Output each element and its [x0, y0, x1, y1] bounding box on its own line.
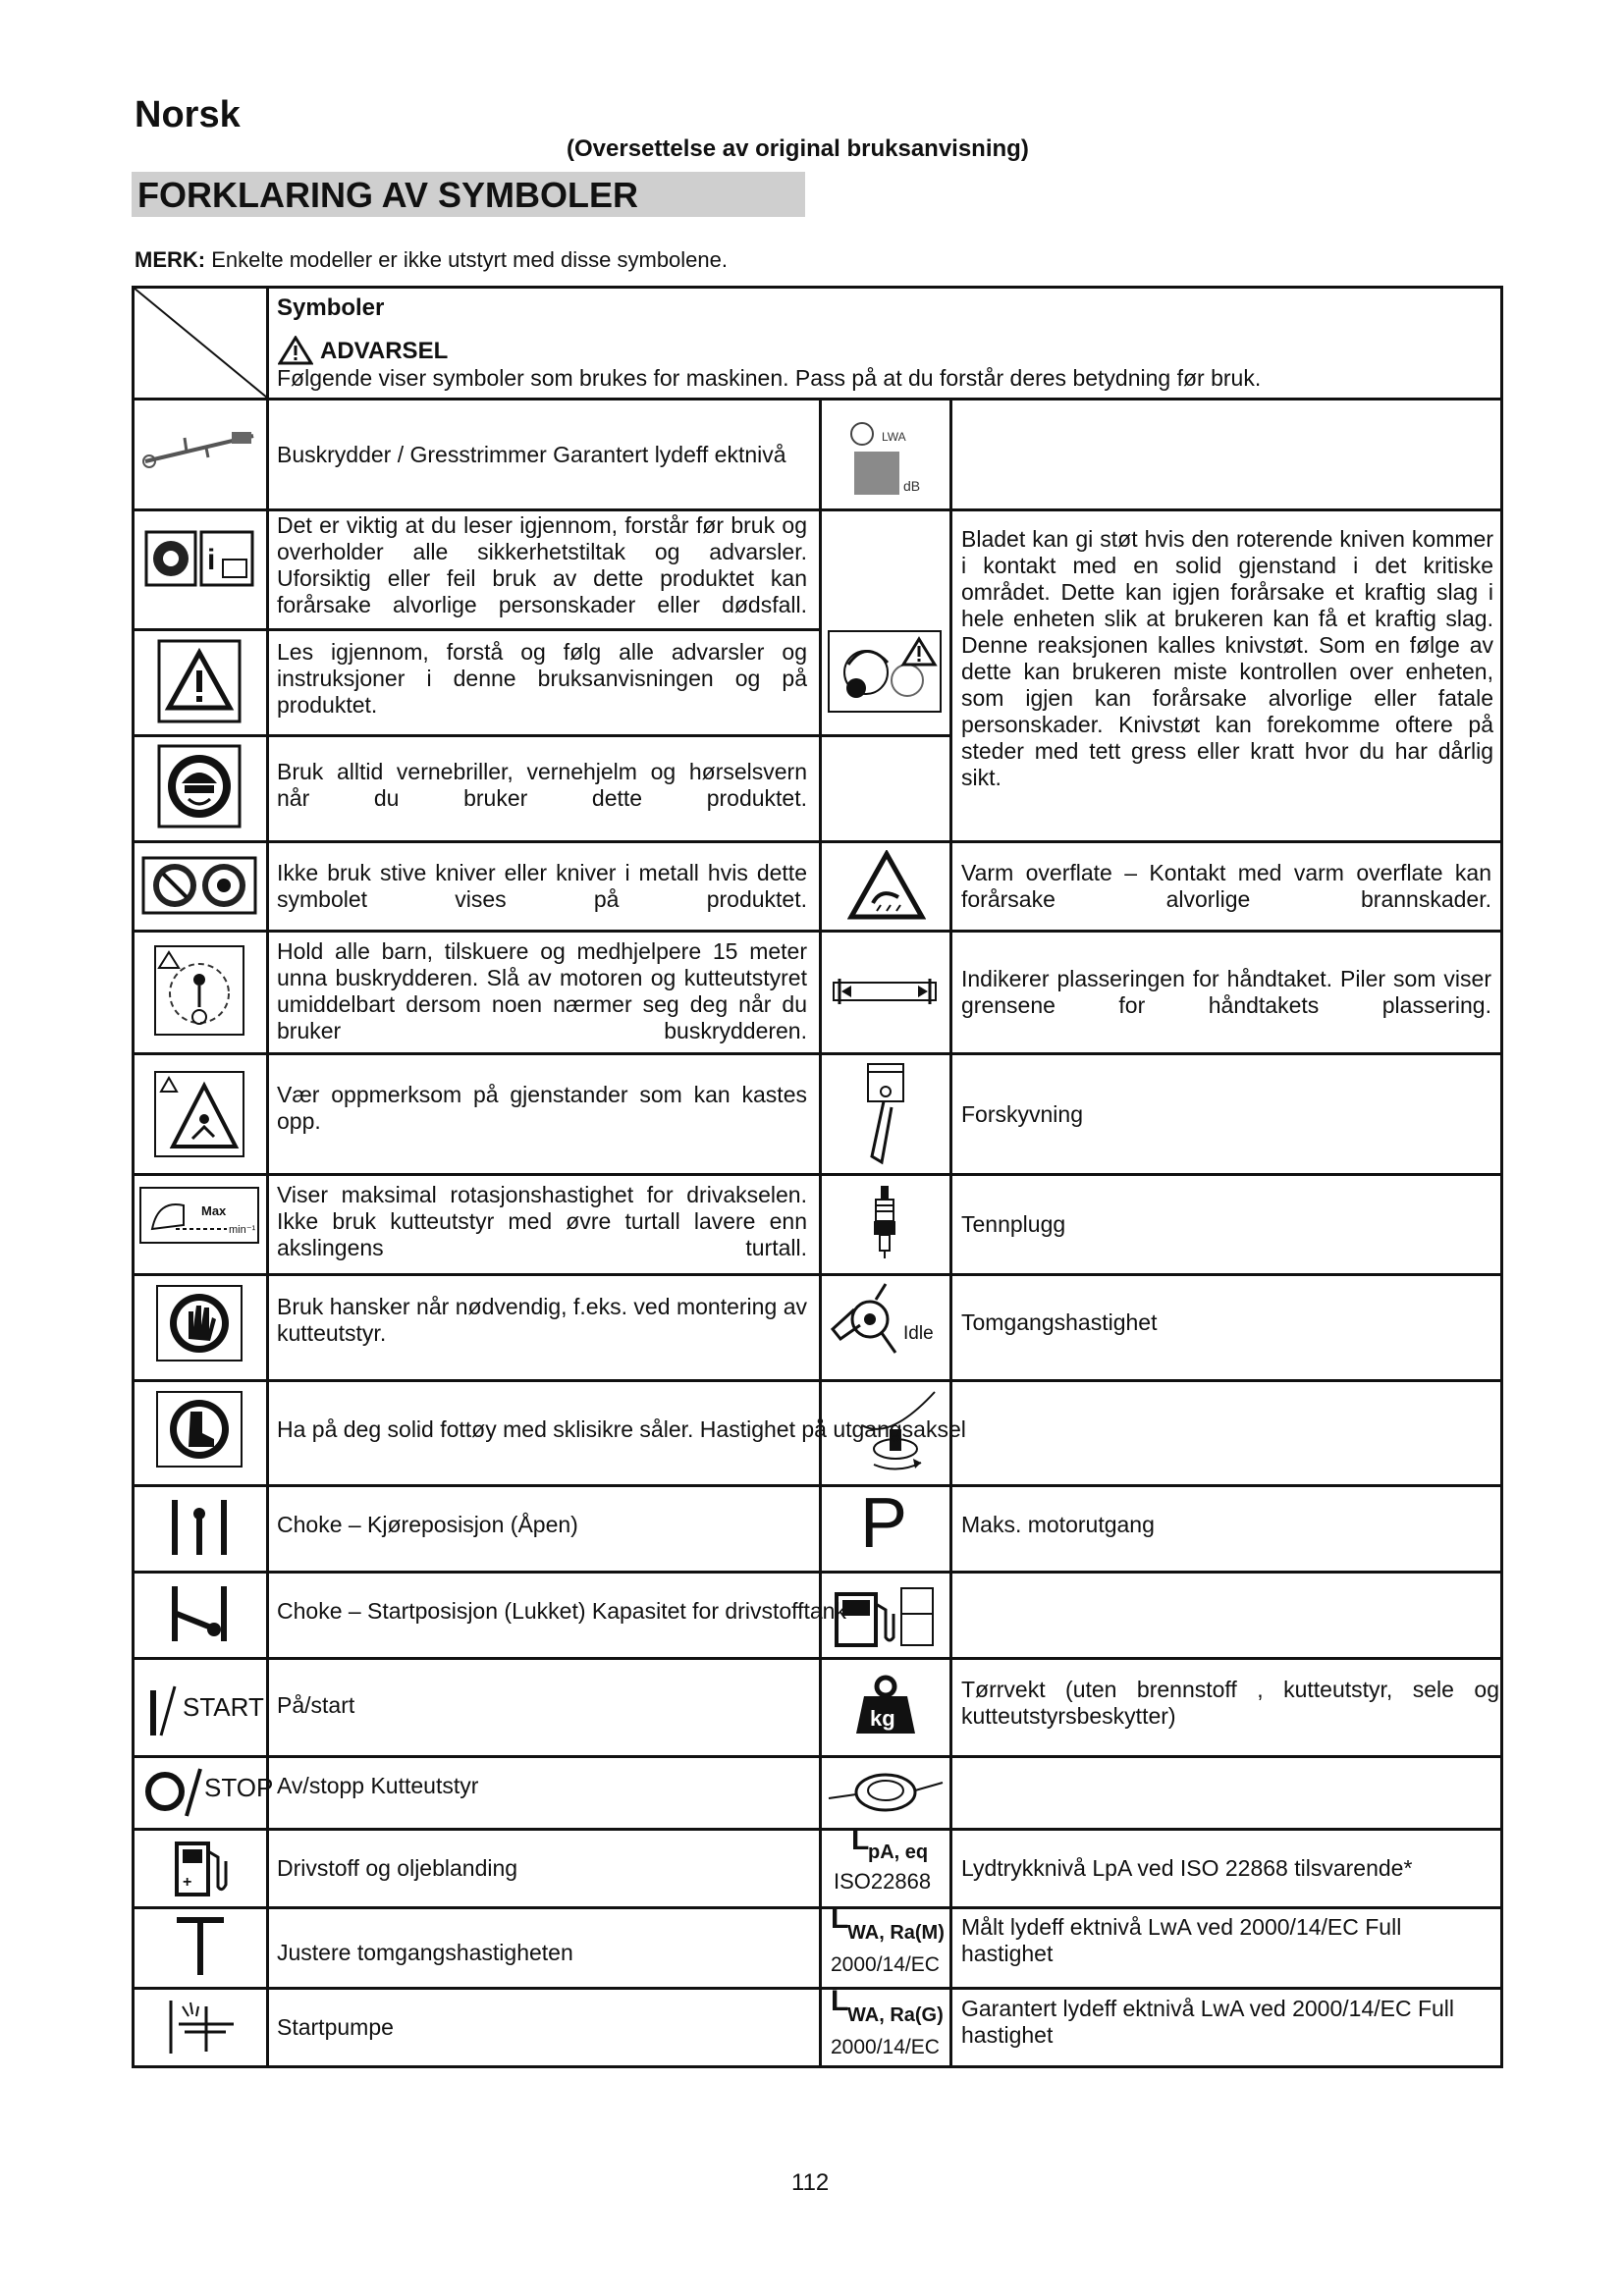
- read-instructions-warning-icon: [157, 639, 242, 723]
- language-heading: Norsk: [135, 94, 241, 135]
- lpa-symbol-l: L: [851, 1824, 870, 1856]
- svg-text:i: i: [207, 544, 216, 576]
- displacement-icon: [854, 1060, 917, 1168]
- note: [135, 247, 728, 273]
- note-text: Enkelte modeller er ikke utstyrt med disse symbolene.: [205, 247, 728, 272]
- brush-cutter-icon: [137, 422, 263, 481]
- row13-left-text: På/start: [277, 1692, 355, 1718]
- idle-label: Idle: [903, 1323, 934, 1344]
- row5-right-text: Varm overflate – Kontakt med varm overflate kan forårsake alvorlige brannskader.: [961, 860, 1491, 912]
- warning-label: ADVARSEL: [320, 338, 449, 364]
- row9-left-text: Bruk hansker når nødvendig, f.eks. ved montering av kutteutstyr.: [277, 1294, 807, 1346]
- kg-label: kg: [870, 1706, 895, 1731]
- row-line: [132, 1828, 1503, 1831]
- lwa-label: LWA: [882, 430, 906, 444]
- row-line: [132, 930, 1503, 933]
- lwa-g-symbol-sub: WA, Ra(G): [847, 2004, 944, 2026]
- row8-left-text: Viser maksimal rotasjonshastighet for drivakselen. Ikke bruk kutteutstyr med øvre turtall lavere enn akslingens turtall.: [277, 1182, 807, 1260]
- row15-left-text: Drivstoff og oljeblanding: [277, 1855, 518, 1881]
- read-manual-icon: [144, 530, 254, 587]
- row-line: [132, 1755, 1503, 1758]
- row11-left-text: Choke – Kjøreposisjon (Åpen): [277, 1512, 578, 1537]
- row12-left-text: Choke – Startposisjon (Lukket) Kapasitet for drivstofftank: [277, 1598, 846, 1624]
- sound-power-label-icon: [846, 416, 929, 501]
- start-label: START: [183, 1692, 264, 1722]
- row17-right-text: Garantert lydeff ektnivå LwA ved 2000/14/EC Full hastighet: [961, 1996, 1455, 2048]
- lwa-m-symbol-sub: WA, Ra(M): [847, 1922, 945, 1944]
- row2-left-text: Det er viktig at du leser igjennom, forstår før bruk og overholder alle sikkerhetstiltak og advarsler. Uforsiktig eller feil bruk av dette produktet kan forårsake alvorlige personskader eller dødsfall.: [277, 512, 807, 617]
- svg-text:+: +: [183, 1874, 192, 1891]
- choke-open-icon: [169, 1494, 230, 1561]
- row13-right-text: Tørrvekt (uten brennstoff , kutteutstyr, sele og kutteutstyrsbeskytter): [961, 1677, 1499, 1729]
- idle-speed-icon: [825, 1280, 947, 1361]
- row3-left-text: Les igjennom, forstå og følg alle advarsler og instruksjoner i denne bruksanvisningen og på produktet.: [277, 639, 807, 718]
- on-start-icon: [147, 1682, 177, 1737]
- row-line: [132, 398, 1503, 400]
- lwa-m-symbol-l: L: [831, 1902, 849, 1935]
- row14-left-text: Av/stopp Kutteutstyr: [277, 1773, 479, 1798]
- safety-boots-icon: [155, 1390, 244, 1468]
- row8-right-text: Tennplugg: [961, 1211, 1066, 1237]
- fuel-oil-mix-icon: [173, 1836, 228, 1898]
- section-title: FORKLARING AV SYMBOLER: [137, 175, 638, 215]
- row5-left-text: Ikke bruk stive kniver eller kniver i metall hvis dette symbolet vises på produktet.: [277, 860, 807, 912]
- row-line: [132, 1657, 1503, 1660]
- header-diagonal: [132, 286, 269, 400]
- row-line: [132, 1987, 1503, 1990]
- lwa-g-standard: 2000/14/EC: [831, 2036, 940, 2058]
- gloves-icon: [155, 1284, 244, 1362]
- table-head-title: Symboler: [277, 294, 385, 321]
- stop-label: STOP: [204, 1773, 274, 1802]
- lwa-g-symbol-l: L: [831, 1985, 849, 2017]
- max-label: Max: [201, 1203, 227, 1218]
- row-line: [132, 1173, 1503, 1176]
- row-line: [132, 1379, 1503, 1382]
- max-output-symbol: P: [860, 1484, 908, 1563]
- fuel-tank-capacity-icon: [833, 1584, 941, 1649]
- kickback-text: Bladet kan gi støt hvis den roterende kniven kommer i kontakt med en solid gjenstand i det kritiske området. Dette kan igjen forårsake et kraftig slag i hele enheten slik at brukeren kan få et kraftig slag. Denne reaksjonen kalles knivstøt. Som en følge av dette kan brukeren miste kontrollen over enheten, som igjen kan forårsake alvorlige eller fatale personskader. Knivstøt kan forekomme oftere på steder med tett gress eller kratt hvor du har dårlig sikt.: [961, 526, 1493, 790]
- kickback-warning-icon: [827, 629, 943, 714]
- row-line: [132, 1571, 1503, 1574]
- lpa-standard: ISO22868: [834, 1869, 932, 1894]
- row-line: [132, 1273, 1503, 1276]
- max-rpm-icon: [138, 1186, 260, 1245]
- row-line: [132, 734, 952, 737]
- dry-weight-icon: [854, 1675, 917, 1737]
- row15-right-text: Lydtrykknivå LpA ved ISO 22868 tilsvarende*: [961, 1855, 1413, 1881]
- row11-right-text: Maks. motorutgang: [961, 1512, 1155, 1537]
- table-border-top: [132, 286, 1503, 289]
- keep-distance-icon: [153, 944, 245, 1037]
- document-subtitle: (Oversettelse av original bruksanvisning): [567, 135, 1029, 162]
- row-line: [132, 628, 822, 631]
- row-line: [132, 840, 1503, 843]
- row7-right-text: Forskyvning: [961, 1101, 1083, 1127]
- row-line: [132, 508, 1503, 511]
- row-line: [132, 1052, 1503, 1055]
- row10-left-text: Ha på deg solid fottøy med sklisikre såler. Hastighet på utgangsaksel: [277, 1416, 966, 1442]
- page-number: 112: [791, 2169, 830, 2196]
- table-border-left: [132, 286, 135, 2068]
- row17-left-text: Startpumpe: [277, 2014, 394, 2040]
- off-stop-icon: [143, 1765, 204, 1818]
- lpa-symbol-sub: pA, eq: [868, 1842, 929, 1863]
- row-line: [132, 1484, 1503, 1487]
- row7-left-text: Vær oppmerksom på gjenstander som kan kastes opp.: [277, 1082, 807, 1134]
- note-label: MERK:: [135, 247, 206, 272]
- row9-right-text: Tomgangshastighet: [961, 1309, 1158, 1335]
- row1-left-text: Buskrydder / Gresstrimmer Garantert lydeff ektnivå: [277, 442, 786, 467]
- hot-surface-icon: [847, 850, 926, 921]
- spark-plug-icon: [870, 1184, 899, 1262]
- rpm-unit: min⁻¹: [229, 1224, 256, 1236]
- lwa-m-standard: 2000/14/EC: [831, 1953, 940, 1976]
- cutting-head-icon: [827, 1763, 945, 1820]
- col-divider-3: [949, 398, 952, 2068]
- col-divider-2: [819, 398, 822, 2068]
- thrown-objects-icon: [153, 1070, 245, 1158]
- row16-left-text: Justere tomgangshastigheten: [277, 1940, 573, 1965]
- protective-gear-icon: [157, 744, 242, 828]
- row6-right-text: Indikerer plasseringen for håndtaket. Piler som viser grensene for håndtakets plassering.: [961, 966, 1491, 1018]
- row6-left-text: Hold alle barn, tilskuere og medhjelpere 15 meter unna buskrydderen. Slå av motoren og kutteutstyret umiddelbart dersom noen nærmer seg deg når du bruker buskrydderen.: [277, 938, 807, 1043]
- row-line: [132, 1906, 1503, 1909]
- table-border-right: [1500, 286, 1503, 2068]
- choke-closed-icon: [169, 1580, 230, 1647]
- idle-adjust-icon: [173, 1914, 228, 1979]
- handle-position-icon: [830, 977, 940, 1006]
- warning-icon: [278, 336, 313, 365]
- row4-left-text: Bruk alltid vernebriller, vernehjelm og hørselsvern når du bruker dette produktet.: [277, 759, 807, 811]
- no-metal-blades-icon: [141, 856, 257, 915]
- db-label: dB: [903, 478, 921, 494]
- table-border-bottom: [132, 2065, 1503, 2068]
- table-head-desc: Følgende viser symboler som brukes for maskinen. Pass på at du forstår deres betydning før bruk.: [277, 365, 1262, 391]
- row16-right-text: Målt lydeff ektnivå LwA ved 2000/14/EC Full hastighet: [961, 1914, 1402, 1966]
- primer-pump-icon: [165, 1993, 240, 2057]
